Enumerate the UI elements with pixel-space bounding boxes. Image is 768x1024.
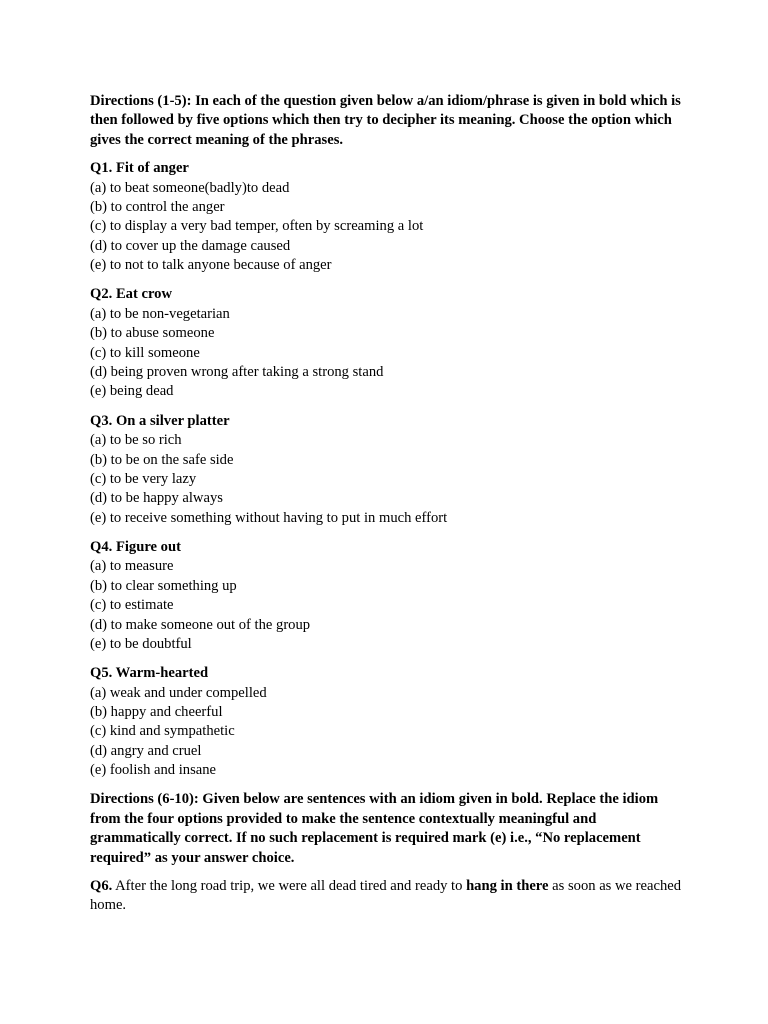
option-e: (e) to not to talk anyone because of anger — [90, 257, 332, 274]
option-e: (e) foolish and insane — [90, 762, 217, 779]
option-b: (b) to control the anger — [90, 199, 225, 216]
option-b: (b) to clear something up — [90, 577, 237, 594]
question-q4 — [90, 538, 684, 654]
option-d: (d) to be happy always — [90, 490, 223, 507]
option-a: (a) weak and under compelled — [90, 684, 267, 701]
option-c: (c) to be very lazy — [90, 470, 197, 487]
option-e: (e) being dead — [90, 383, 174, 400]
question-q1 — [90, 159, 684, 275]
option-a: (a) to be so rich — [90, 432, 182, 449]
option-b: (b) to abuse someone — [90, 325, 215, 342]
option-e: (e) to receive something without having to put in much effort — [90, 509, 448, 526]
option-c: (c) to estimate — [90, 597, 174, 614]
option-e: (e) to be doubtful — [90, 635, 192, 652]
option-c: (c) kind and sympathetic — [90, 723, 235, 740]
question-q6 — [90, 877, 684, 916]
option-d: (d) to make someone out of the group — [90, 616, 311, 633]
option-a: (a) to beat someone(badly)to dead — [90, 179, 290, 196]
option-a: (a) to measure — [90, 558, 174, 575]
directions-6-10: Directions (6-10): Given below are sentences with an idiom given in bold. Replace the idiom from the four options provided to make the sentence contextually meaningful and grammatically correct. If no such replacement is required mark (e) i.e., “No replacement required” as your answer choice. — [90, 791, 659, 866]
question-title: Q3. On a silver platter — [90, 412, 230, 429]
question-q2 — [90, 285, 684, 401]
question-title: Q2. Eat crow — [90, 286, 173, 303]
option-d: (d) being proven wrong after taking a strong stand — [90, 364, 384, 381]
option-d: (d) to cover up the damage caused — [90, 237, 291, 254]
option-a: (a) to be non-vegetarian — [90, 305, 230, 322]
option-b: (b) happy and cheerful — [90, 703, 223, 720]
directions-1-5: Directions (1-5): In each of the question given below a/an idiom/phrase is given in bold which is then followed by five options which then try to decipher its meaning. Choose the option which gives the correct meaning of the phrases. — [90, 93, 681, 148]
question-title: Q5. Warm-hearted — [90, 665, 209, 682]
question-title: Q1. Fit of anger — [90, 160, 189, 177]
idiom-bold: hang in there — [466, 878, 549, 895]
question-q5 — [90, 664, 684, 780]
question-q3 — [90, 412, 684, 528]
sentence-end: as soon as we reached home. — [90, 878, 682, 914]
option-c: (c) to display a very bad temper, often by screaming a lot — [90, 218, 424, 235]
question-label: Q6. — [90, 878, 113, 895]
option-c: (c) to kill someone — [90, 344, 200, 361]
question-title: Q4. Figure out — [90, 538, 181, 555]
option-b: (b) to be on the safe side — [90, 451, 234, 468]
sentence-start: After the long road trip, we were all dead tired and ready to — [112, 878, 467, 895]
option-d: (d) angry and cruel — [90, 742, 202, 759]
